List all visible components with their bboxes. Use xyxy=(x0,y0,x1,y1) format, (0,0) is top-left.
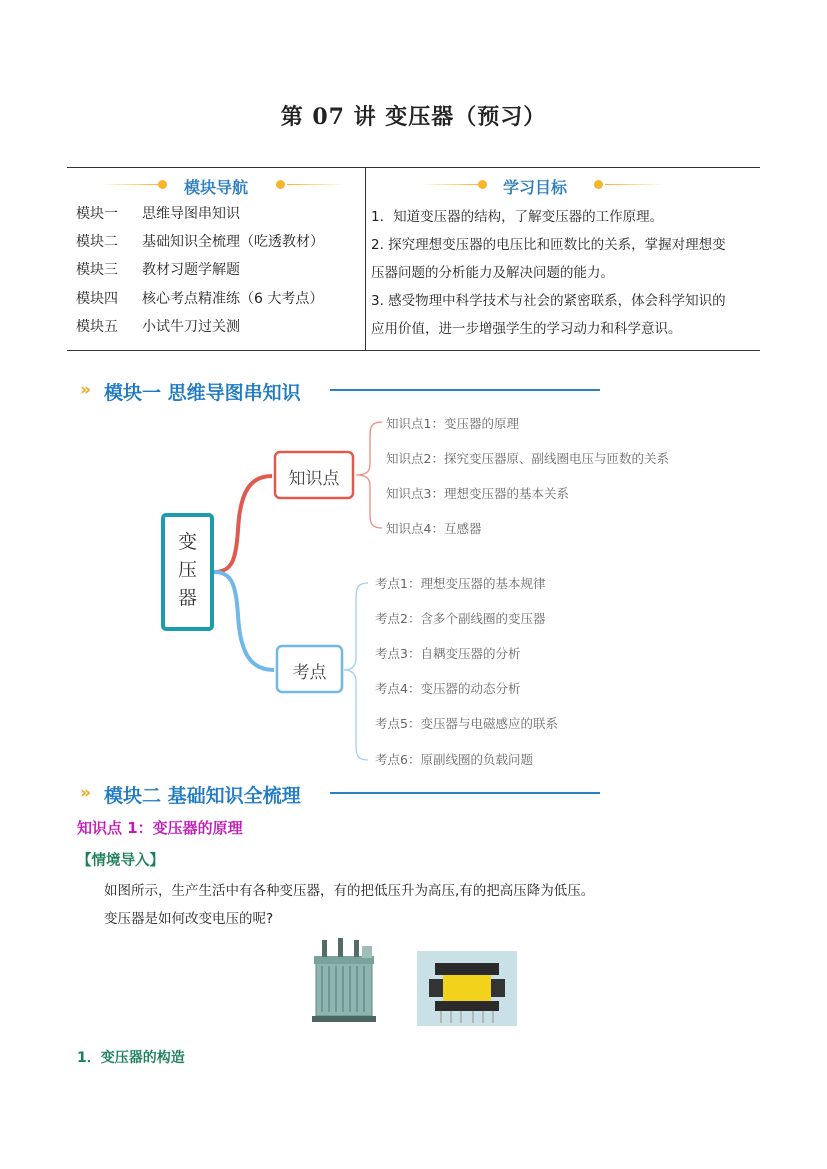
mindmap-exam-point: 考点5：变压器与电磁感应的联系 xyxy=(375,716,558,731)
nav-row[interactable] xyxy=(76,203,240,223)
goal-line: 1．知道变压器的结构，了解变压器的工作原理。 xyxy=(371,209,664,225)
mindmap-bracket-exam xyxy=(344,583,368,760)
goals-heading-line-right xyxy=(605,184,665,185)
electronic-transformer-image xyxy=(417,951,517,1026)
nav-heading-dot-left xyxy=(158,180,167,189)
situation-label: 【情境导入】 xyxy=(77,853,164,869)
section1-underline xyxy=(330,389,600,391)
nav-row[interactable] xyxy=(76,316,240,336)
section2-heading: 模块二 基础知识全梳理 xyxy=(104,785,301,807)
nav-row[interactable] xyxy=(76,231,324,251)
goals-heading-line-left xyxy=(420,184,480,185)
nav-row-text: 思维导图串知识 xyxy=(142,206,240,222)
section2-underline xyxy=(330,792,600,794)
goals-heading-dot-right xyxy=(594,180,603,189)
goal-line: 3. 感受物理中科学技术与社会的紧密联系，体会科学知识的 xyxy=(371,293,726,309)
mindmap-connector-knowledge xyxy=(214,476,272,572)
knowledge-point-1-title: 知识点 1：变压器的原理 xyxy=(77,819,243,837)
nav-row-label: 模块一 xyxy=(76,206,118,222)
mindmap-knowledge-point: 知识点2：探究变压器原、副线圈电压与匝数的关系 xyxy=(386,451,669,466)
mindmap-knowledge-point: 知识点4：互感器 xyxy=(386,521,482,536)
mindmap-root-label xyxy=(163,528,212,612)
mindmap-exam-point: 考点1：理想变压器的基本规律 xyxy=(375,576,546,591)
goal-line: 2. 探究理想变压器的电压比和匝数比的关系，掌握对理想变 xyxy=(371,237,726,253)
nav-row-label: 模块三 xyxy=(76,262,118,278)
mindmap-bracket-knowledge xyxy=(356,422,382,528)
nav-heading-line-right xyxy=(287,184,347,185)
mindmap-exam-point: 考点3：自耦变压器的分析 xyxy=(375,646,521,661)
nav-heading-line-left xyxy=(100,184,160,185)
table-divider xyxy=(365,167,366,350)
mindmap-root-char: 压 xyxy=(177,559,197,581)
nav-row-label: 模块二 xyxy=(76,234,118,250)
goal-line: 应用价值，进一步增强学生的学习动力和科学意识。 xyxy=(371,321,682,337)
intro-line: 如图所示，生产生活中有各种变压器，有的把低压升为高压,有的把高压降为低压。 xyxy=(104,883,595,899)
mindmap-branch-exam: 考点 xyxy=(292,663,327,683)
nav-heading: 模块导航 xyxy=(184,178,249,197)
mindmap-exam-point: 考点4：变压器的动态分析 xyxy=(375,681,521,696)
page-title: 第 07 讲 变压器（预习） xyxy=(280,104,547,130)
nav-row[interactable] xyxy=(76,259,240,279)
mindmap-exam-point: 考点6：原副线圈的负载问题 xyxy=(375,752,533,767)
nav-row-text: 教材习题学解题 xyxy=(142,262,240,278)
nav-row-text: 小试牛刀过关测 xyxy=(142,319,240,335)
mindmap-root-char: 器 xyxy=(177,587,197,609)
intro-line: 变压器是如何改变电压的呢? xyxy=(104,911,274,927)
section1-chevron-icon: » xyxy=(80,380,91,400)
goals-heading-dot-left xyxy=(478,180,487,189)
section1-heading: 模块一 思维导图串知识 xyxy=(104,382,301,404)
nav-row[interactable] xyxy=(76,288,323,308)
mindmap-knowledge-point: 知识点1：变压器的原理 xyxy=(386,416,519,431)
mindmap-connector-exam xyxy=(214,572,274,670)
goal-line: 压器问题的分析能力及解决问题的能力。 xyxy=(371,265,614,281)
nav-heading-dot-right xyxy=(276,180,285,189)
table-top-border xyxy=(67,167,760,168)
mindmap-branch-knowledge: 知识点 xyxy=(288,469,340,489)
nav-row-label: 模块四 xyxy=(76,291,118,307)
mindmap-exam-point: 考点2：含多个副线圈的变压器 xyxy=(375,611,546,626)
goals-heading: 学习目标 xyxy=(503,178,568,197)
subheading-construction: 1．变压器的构造 xyxy=(77,1050,185,1066)
nav-row-text: 基础知识全梳理（吃透教材） xyxy=(142,234,324,250)
nav-row-label: 模块五 xyxy=(76,319,118,335)
power-transformer-image xyxy=(308,936,378,1026)
table-bottom-border xyxy=(67,350,760,351)
mindmap-knowledge-point: 知识点3：理想变压器的基本关系 xyxy=(386,486,569,501)
section2-chevron-icon: » xyxy=(80,783,91,803)
mindmap-root-char: 变 xyxy=(177,531,197,553)
nav-row-text: 核心考点精准练（6 大考点） xyxy=(142,291,324,307)
